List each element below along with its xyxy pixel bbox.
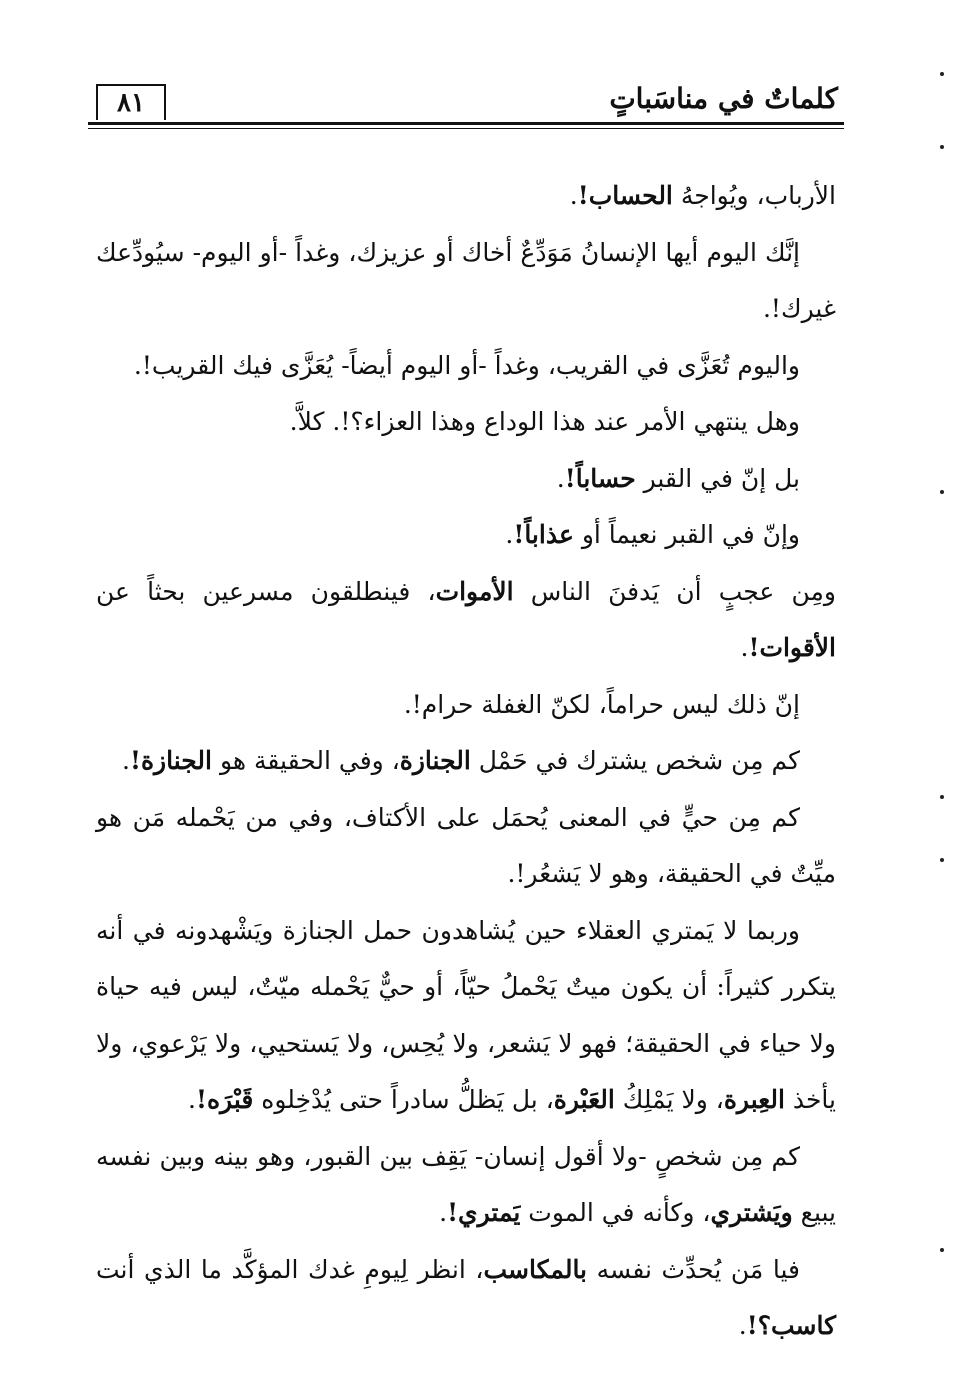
- margin-dot: [940, 795, 944, 799]
- text-run: كم مِن شخصٍ -ولا أقول إنسان- يَقِف بين القبور، وهو بينه وبين نفسه يبيع: [96, 1141, 836, 1227]
- text-run: بل إنّ في القبر: [635, 463, 800, 493]
- text-run: ، وكأنه في الموت: [520, 1198, 711, 1227]
- bold-text: ويَشتري: [710, 1198, 793, 1227]
- text-run: وهل ينتهي الأمر عند هذا الوداع وهذا العزاء؟!. كلاَّ.: [289, 407, 800, 436]
- paragraph: [96, 903, 836, 1129]
- text-run: كم مِن حيٍّ في المعنى يُحمَل على الأكتاف، وفي من يَحْمله مَن هو ميِّتٌ في الحقيقة، وهو لا يَشعُر!.: [96, 802, 836, 888]
- bold-text: الأقوات!: [748, 633, 836, 662]
- margin-dot: [940, 72, 944, 76]
- text-run: .: [122, 746, 130, 775]
- bold-text: عذاباً!: [513, 520, 574, 549]
- text-run: .: [569, 181, 578, 210]
- margin-dot: [940, 145, 944, 149]
- paragraph: [96, 677, 836, 734]
- bold-text: الجنازة: [399, 746, 471, 775]
- text-run: .: [505, 520, 514, 549]
- text-run: إنّ ذلك ليس حراماً، لكنّ الغفلة حرام!.: [403, 689, 800, 719]
- page-header: [88, 80, 844, 124]
- header-rule-thick: [88, 122, 844, 125]
- text-run: إنَّك اليوم أيها الإنسانُ مَوَدِّعٌ أخاك أو عزيزك، وغداً -أو اليوم- سيُودِّعك غيرك!.: [96, 237, 836, 323]
- bold-text: بالمكاسب: [483, 1254, 588, 1284]
- text-run: .: [738, 1311, 747, 1340]
- bold-text: الجنازة!: [129, 746, 212, 775]
- page-number: ٨١: [96, 84, 166, 120]
- bold-text: العَبْرة: [553, 1085, 615, 1114]
- text-run: الأرباب، ويُواجهُ: [672, 181, 836, 210]
- paragraph: [96, 790, 836, 903]
- paragraph: [96, 394, 836, 451]
- text-run: ، انظر لِيومِ غدك المؤكَّد ما الذي أنت: [96, 1254, 484, 1284]
- running-title: كلماتٌ في مناسَباتٍ: [609, 82, 838, 115]
- bold-text: كاسب؟!: [746, 1311, 836, 1340]
- text-run: ، فينطلقون مسرعين بحثاً عن: [96, 576, 436, 606]
- text-run: ، بل يَظلُّ سادراً حتى يُدْخِلوه: [253, 1085, 554, 1114]
- paragraph: [96, 507, 836, 564]
- paragraph: [96, 1129, 836, 1242]
- header-rule-thin: [88, 128, 844, 129]
- bold-text: يَمتري!: [447, 1198, 521, 1227]
- text-run: .: [556, 463, 565, 493]
- margin-dot: [940, 1248, 944, 1252]
- paragraph: [96, 168, 836, 225]
- paragraph: [96, 225, 836, 338]
- paragraph: [96, 1242, 836, 1355]
- bold-text: العِبرة: [723, 1085, 785, 1114]
- text-run: فيا مَن يُحدِّث نفسه: [587, 1254, 800, 1284]
- text-run: ، وفي الحقيقة هو: [212, 746, 400, 775]
- bold-text: حساباً!: [564, 463, 636, 493]
- margin-dot: [940, 490, 944, 494]
- text-run: وربما لا يَمتري العقلاء حين يُشاهدون حمل الجنازة ويَشْهدونه في أنه يتكرر كثيراً: أن يكون ميتٌ يَحْملُ حيّاً، أو حيٌّ يَحْمله ميّتٌ، ليس فيه حياة ولا حياء في الحقيقة؛ فهو لا يَشعر، ولا يُحِس، ولا يَستحيي، ولا يَرْعوي، ولا يأخذ: [96, 915, 836, 1114]
- text-run: كم مِن شخص يشترك في حَمْل: [470, 746, 800, 775]
- page-body: [96, 168, 836, 1355]
- paragraph: [96, 733, 836, 790]
- text-run: ، ولا يَمْلِكُ: [614, 1085, 724, 1114]
- text-run: وإنّ في القبر نعيماً أو: [573, 520, 800, 549]
- text-run: واليوم تُعَزَّى في القريب، وغداً -أو اليوم أيضاً- يُعَزَّى فيك القريب!.: [133, 350, 800, 380]
- text-run: .: [439, 1198, 448, 1227]
- margin-dot: [940, 858, 944, 862]
- paragraph: [96, 338, 836, 395]
- paragraph: [96, 564, 836, 677]
- bold-text: قَبْرَه!: [195, 1085, 254, 1114]
- text-run: ومِن عجبٍ أن يَدفنَ الناس: [513, 576, 836, 606]
- text-run: .: [740, 633, 749, 662]
- paragraph: [96, 451, 836, 508]
- text-run: .: [188, 1085, 196, 1114]
- bold-text: الحساب!: [577, 181, 673, 210]
- bold-text: الأموات: [435, 576, 514, 606]
